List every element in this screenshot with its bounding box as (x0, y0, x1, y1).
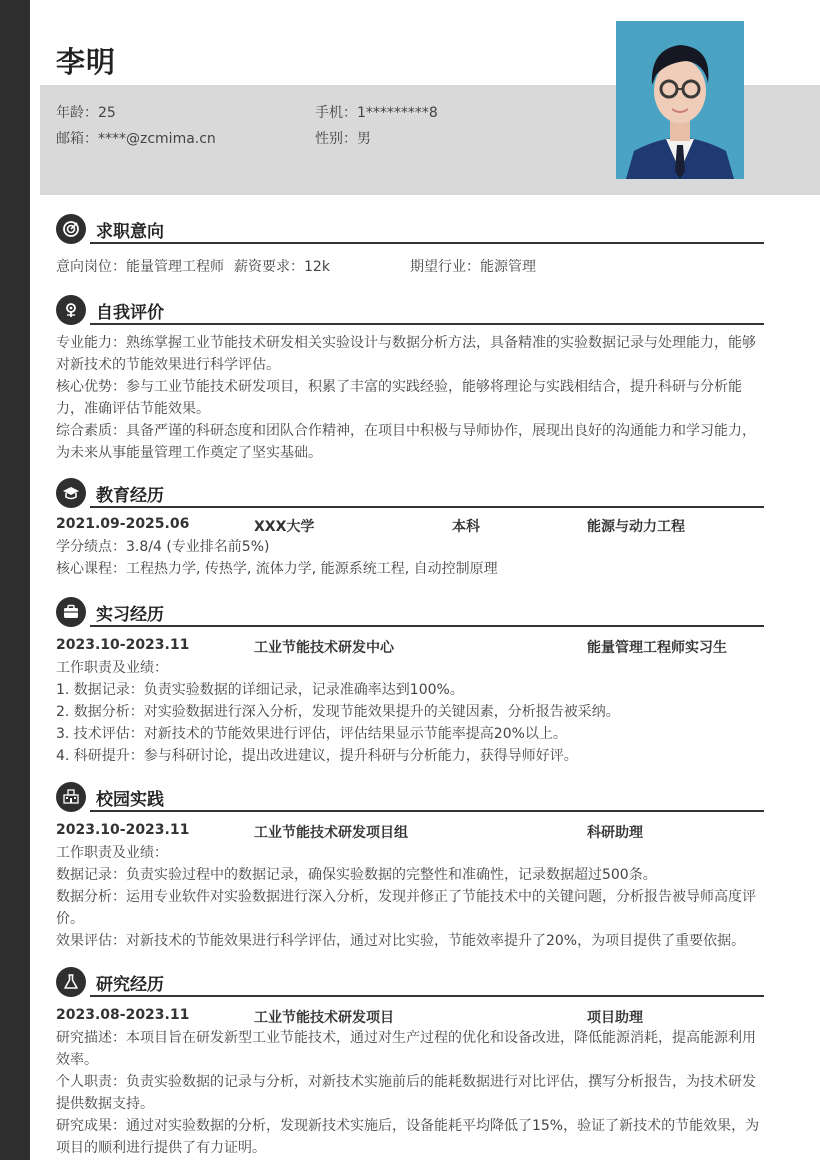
info-phone: 手机：1*********8 (315, 105, 438, 121)
intern-line: 4. 科研提升：参与科研讨论，提出改进建议，提升科研与分析能力，获得导师好评。 (56, 748, 578, 764)
briefcase-icon (56, 597, 86, 627)
campus-line: 数据分析：运用专业软件对实验数据进行深入分析，发现并修正了节能技术中的关键问题，分析报告被导师高度评价。 (56, 889, 756, 927)
intern-period: 2023.10-2023.11 (56, 637, 190, 653)
section-divider (90, 810, 764, 812)
target-icon (56, 214, 86, 244)
edu-period: 2021.09-2025.06 (56, 516, 190, 532)
intern-line: 3. 技术评估：对新技术的节能效果进行评估，评估结果显示节能率提高20%以上。 (56, 726, 567, 742)
campus-line: 效果评估：对新技术的节能效果进行科学评估，通过对比实验，节能效率提升了20%，为项目提供了重要依据。 (56, 933, 746, 949)
research-line: 研究成果：通过对实验数据的分析，发现新技术实施后，设备能耗平均降低了15%，验证了新技术的节能效果，为项目的顺利进行提供了有力证明。 (56, 1118, 760, 1156)
graduation-cap-icon (56, 478, 86, 508)
building-icon (56, 782, 86, 812)
self-eval-line: 核心优势：参与工业节能技术研发项目，积累了丰富的实践经验，能够将理论与实践相结合，提升科研与分析能力，准确评估节能效果。 (56, 379, 742, 417)
section-title: 研究经历 (96, 975, 164, 995)
intent-industry: 期望行业：能源管理 (410, 259, 536, 275)
intern-role: 能量管理工程师实习生 (587, 640, 727, 656)
section-self-evaluation (56, 295, 764, 464)
intern-line: 2. 数据分析：对实验数据进行深入分析，发现节能效果提升的关键因素，分析报告被采纳。 (56, 704, 620, 720)
intent-position: 意向岗位：能量管理工程师 (56, 259, 224, 275)
section-title: 自我评价 (96, 303, 164, 323)
section-divider (90, 242, 764, 244)
section-title: 校园实践 (96, 790, 164, 810)
campus-line: 工作职责及业绩： (56, 845, 168, 861)
intern-line: 1. 数据记录：负责实验数据的详细记录，记录准确率达到100%。 (56, 682, 464, 698)
left-decorative-strip (0, 0, 30, 1160)
flask-icon (56, 967, 86, 997)
research-period: 2023.08-2023.11 (56, 1007, 190, 1023)
edu-school: XXX大学 (254, 519, 315, 535)
section-divider (90, 625, 764, 627)
campus-period: 2023.10-2023.11 (56, 822, 190, 838)
research-role: 项目助理 (587, 1010, 643, 1026)
flower-badge-icon (56, 295, 86, 325)
info-age: 年龄：25 (56, 105, 116, 121)
edu-line: 学分绩点：3.8/4 (专业排名前5%) (56, 539, 270, 555)
section-title: 教育经历 (96, 486, 164, 506)
section-title: 实习经历 (96, 605, 164, 625)
info-email: 邮箱：****@zcmima.cn (56, 131, 216, 147)
campus-org: 工业节能技术研发项目组 (254, 825, 408, 841)
self-eval-line: 专业能力：熟练掌握工业节能技术研发相关实验设计与数据分析方法，具备精准的实验数据记录与处理能力，能够对新技术的节能效果进行科学评估。 (56, 335, 756, 373)
candidate-name: 李明 (56, 45, 117, 79)
section-title: 求职意向 (96, 222, 164, 242)
section-research (56, 967, 764, 1159)
intern-org: 工业节能技术研发中心 (254, 640, 394, 656)
edu-line: 核心课程：工程热力学, 传热学, 流体力学, 能源系统工程, 自动控制原理 (56, 561, 498, 577)
section-divider (90, 995, 764, 997)
section-internship (56, 597, 764, 767)
section-job-intent (56, 214, 764, 278)
campus-line: 数据记录：负责实验过程中的数据记录，确保实验数据的完整性和准确性，记录数据超过500条。 (56, 867, 657, 883)
campus-role: 科研助理 (587, 825, 643, 841)
section-education (56, 478, 764, 580)
self-eval-line: 综合素质：具备严谨的科研态度和团队合作精神，在项目中积极与导师协作，展现出良好的沟通能力和学习能力，为未来从事能量管理工作奠定了坚实基础。 (56, 423, 756, 461)
section-campus-practice (56, 782, 764, 952)
intern-line: 工作职责及业绩： (56, 660, 168, 676)
research-org: 工业节能技术研发项目 (254, 1010, 394, 1026)
info-gender: 性别：男 (315, 131, 371, 147)
section-divider (90, 506, 764, 508)
section-divider (90, 323, 764, 325)
research-line: 个人职责：负责实验数据的记录与分析，对新技术实施前后的能耗数据进行对比评估，撰写分析报告，为技术研发提供数据支持。 (56, 1074, 756, 1112)
edu-degree: 本科 (452, 519, 480, 535)
intent-salary: 薪资要求：12k (234, 259, 330, 275)
edu-major: 能源与动力工程 (587, 519, 685, 535)
profile-photo (616, 21, 744, 179)
research-line: 研究描述：本项目旨在研发新型工业节能技术，通过对生产过程的优化和设备改进，降低能源消耗，提高能源利用效率。 (56, 1030, 756, 1068)
